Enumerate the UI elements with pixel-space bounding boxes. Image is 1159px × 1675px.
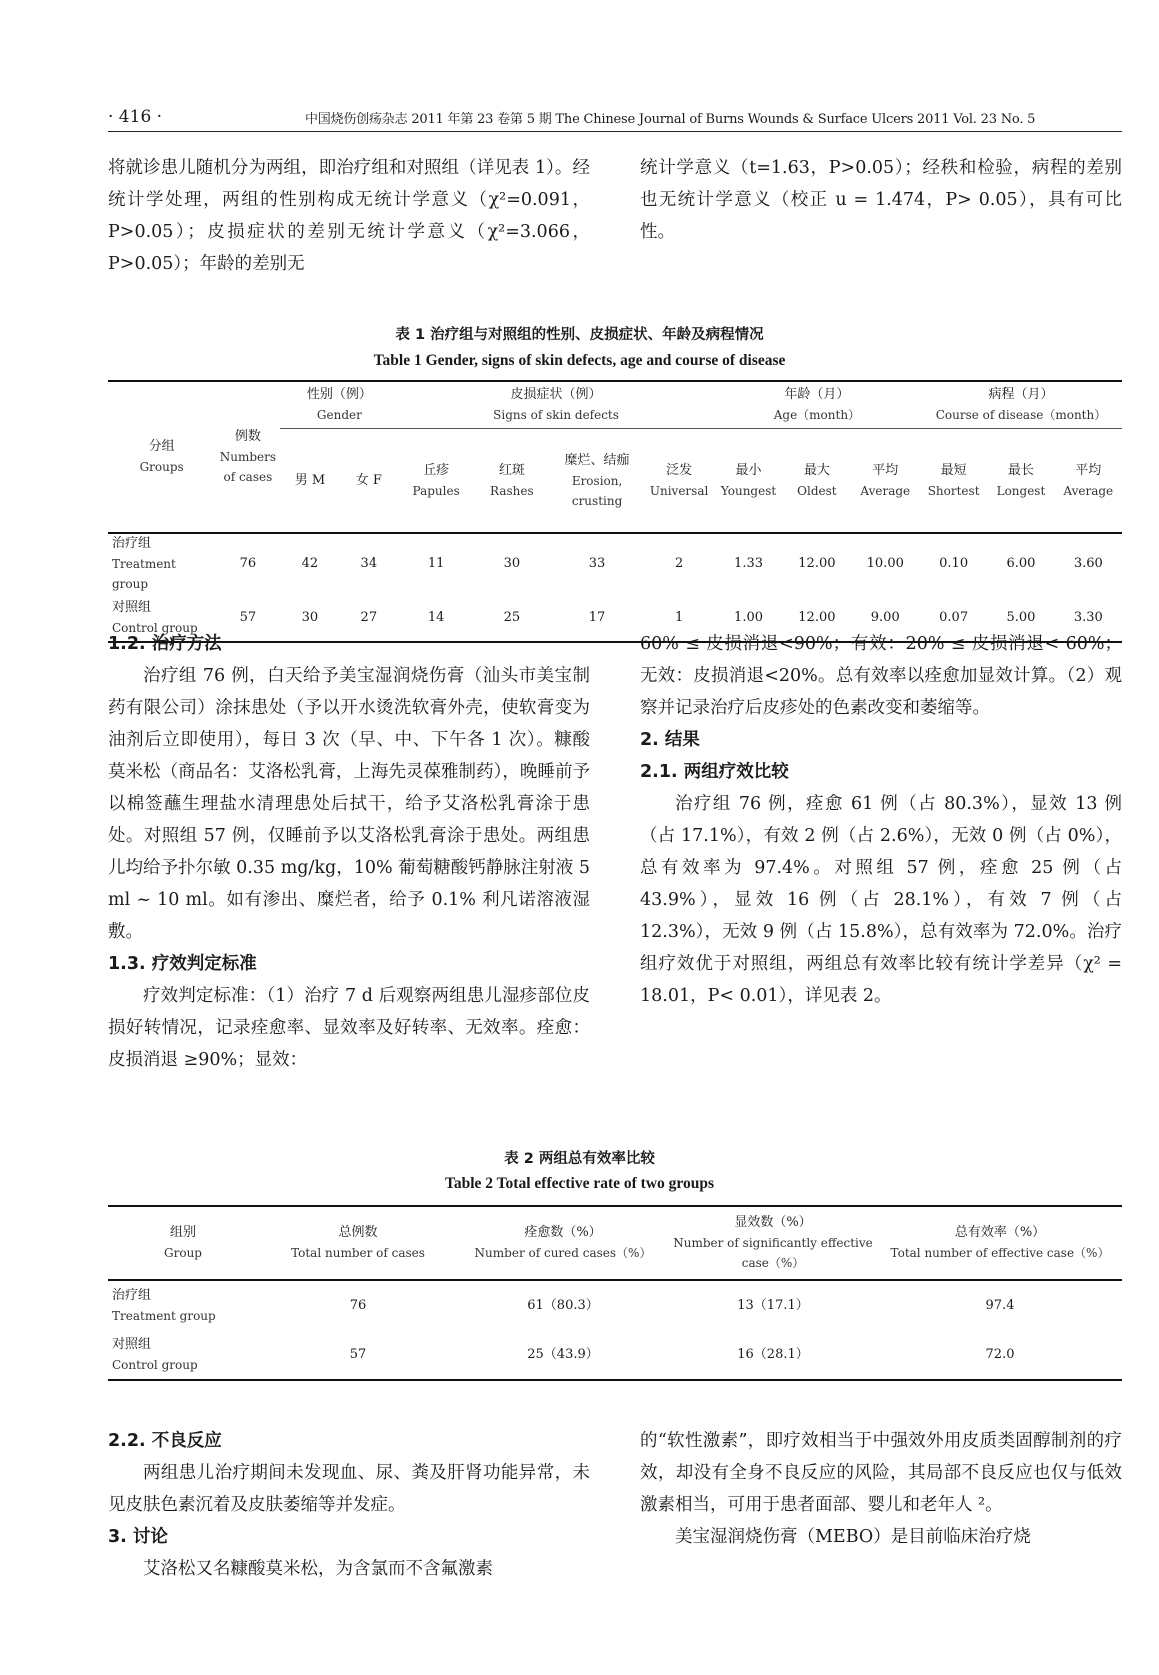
table1 — [108, 380, 1122, 643]
table1-header-age: 年龄（月） Age（month） — [714, 381, 920, 429]
table1-header-average-course: 平均 Average — [1063, 462, 1114, 498]
table1-header-gender: 性别（例） Gender — [280, 381, 398, 429]
header-rule — [108, 131, 1122, 132]
middle-left-column — [108, 628, 590, 1076]
table2-header-effective: 总有效率（%） Total number of effective case（%） — [890, 1225, 1110, 1260]
table2-header-cured: 痊愈数（%） Number of cured cases（%） — [474, 1225, 652, 1260]
table1-caption-en: Table 1 Gender, signs of skin defects, age and course of disease — [373, 352, 786, 369]
section-heading: 1.2. 治疗方法 — [108, 634, 222, 654]
table2-header-total: 总例数 Total number of cases — [291, 1225, 425, 1260]
table1-header-female: 女 F — [355, 472, 382, 488]
table2-header-group: 组别 Group — [164, 1225, 202, 1260]
table1-header-average-age: 平均 Average — [860, 462, 911, 498]
paragraph: 治疗组 76 例，白天给予美宝湿润烧伤膏（汕头市美宝制药有限公司）涂抹患处（予以开水烫洗软膏外壳，使软膏变为油剂后立即使用），每日 3 次（早、中、下午各 1 次）。糠酸莫米松（商品名：艾洛松乳膏，上海先灵葆雅制药），晚睡前予以棉签蘸生理盐水清理患处后拭干，给予艾洛松乳膏涂于患处。对照组 57 例，仅睡前予以艾洛松乳膏涂于患处。两组患儿均给予扑尔敏 0.35 mg/kg，10% 葡萄糖酸钙静脉注射液 5 ml ~ 10 ml。如有渗出、糜烂者，给予 0.1% 利凡诺溶液湿敷。 — [108, 666, 590, 942]
table-row: 治疗组 Treatment group 76 42 34 11 30 33 2 1.33 12.00 10.00 0.10 6.00 3.60 — [112, 536, 1103, 591]
paragraph: 将就诊患儿随机分为两组，即治疗组和对照组（详见表 1）。经统计学处理，两组的性别构成无统计学意义（χ²=0.091，P>0.05）；皮损症状的差别无统计学意义（χ²=3.066，P>0.05）；年龄的差别无 — [108, 158, 590, 274]
table-row: 对照组 Control group 57 30 27 14 25 17 1 1.00 12.00 9.00 0.07 5.00 3.30 — [108, 594, 1122, 642]
section-heading: 1.3. 疗效判定标准 — [108, 954, 257, 974]
table2-caption-en: Table 2 Total effective rate of two groups — [444, 1175, 715, 1192]
table1-header-group: 分组 Groups — [108, 381, 215, 533]
table1-header-oldest: 最大 Oldest — [797, 462, 837, 498]
table-row: 对照组 Control group 57 25（43.9） 16（28.1） 72.0 — [108, 1330, 1122, 1380]
top-right-column — [640, 152, 1122, 248]
table1-caption-cn: 表 1 治疗组与对照组的性别、皮损症状、年龄及病程情况 — [395, 327, 764, 343]
table1-header-longest: 最长 Longest — [996, 462, 1046, 498]
middle-right-column — [640, 628, 1122, 1012]
table2 — [108, 1205, 1122, 1381]
paragraph: 的“软性激素”，即疗效相当于中强效外用皮质类固醇制剂的疗效，却没有全身不良反应的风险，其局部不良反应也仅与低效激素相当，可用于患者面部、婴儿和老年人 ²。 — [640, 1431, 1122, 1515]
table1-header-universal: 泛发 Universal — [649, 462, 709, 498]
running-header: 中国烧伤创疡杂志 2011 年第 23 卷第 5 期 The Chinese Journal of Burns Wounds & Surface Ulcers 2011 Vol. 23 No. 5 — [305, 112, 1036, 127]
paragraph: 治疗组 76 例，痊愈 61 例（占 80.3%），显效 13 例（占 17.1%），有效 2 例（占 2.6%），无效 0 例（占 0%），总有效率为 97.4%。对照组 57 例，痊愈 25 例（占 43.9%），显效 16 例（占 28.1%），有效 7 例（占 12.3%），无效 9 例（占 15.8%），总有效率为 72.0%。治疗组疗效优于对照组，两组总有效率比较有统计学差异（χ² = 18.01，P< 0.01），详见表 2。 — [640, 794, 1122, 1006]
paragraph: 美宝湿润烧伤膏（MEBO）是目前临床治疗烧 — [675, 1527, 1031, 1547]
paragraph: 艾洛松又名糠酸莫米松，为含氯而不含氟激素 — [143, 1559, 493, 1579]
table1-header-signs: 皮损症状（例） Signs of skin defects — [398, 381, 714, 429]
bottom-right-column — [640, 1425, 1122, 1553]
table1-header-erosion: 糜烂、结痂 Erosion, crusting — [564, 452, 630, 508]
section-heading: 2.1. 两组疗效比较 — [640, 762, 789, 782]
page-number: · 416 · — [108, 107, 163, 127]
table1-header-papules: 丘疹 Papules — [412, 462, 460, 498]
table2-header-significant: 显效数（%） Number of significantly effective case（%） — [673, 1215, 873, 1270]
bottom-left-column — [108, 1425, 590, 1585]
table-row: 治疗组 Treatment group 76 61（80.3） 13（17.1） 97.4 — [112, 1287, 1015, 1323]
table1-header-male: 男 M — [294, 472, 326, 488]
table1-header-rashes: 红斑 Rashes — [490, 462, 534, 498]
paragraph: 60% ≤ 皮损消退<90%；有效：20% ≤ 皮损消退< 60%；无效：皮损消退<20%。总有效率以痊愈加显效计算。（2）观察并记录治疗后皮疹处的色素改变和萎缩等。 — [640, 634, 1122, 718]
section-heading: 2.2. 不良反应 — [108, 1431, 222, 1451]
table1-header-youngest: 最小 Youngest — [720, 462, 777, 498]
paragraph: 两组患儿治疗期间未发现血、尿、粪及肝肾功能异常，未见皮肤色素沉着及皮肤萎缩等并发症。 — [108, 1463, 590, 1515]
table1-header-shortest: 最短 Shortest — [927, 462, 980, 498]
paragraph: 统计学意义（t=1.63，P>0.05）；经秩和检验，病程的差别也无统计学意义（校正 u = 1.474，P> 0.05），具有可比性。 — [640, 158, 1122, 242]
paragraph: 疗效判定标准：（1）治疗 7 d 后观察两组患儿湿疹部位皮损好转情况，记录痊愈率、显效率及好转率、无效率。痊愈：皮损消退 ≥90%；显效： — [108, 986, 590, 1070]
section-heading: 2. 结果 — [640, 730, 700, 750]
table2-caption-cn: 表 2 两组总有效率比较 — [504, 1151, 655, 1167]
table1-header-course: 病程（月） Course of disease（month） — [920, 381, 1122, 429]
section-heading: 3. 讨论 — [108, 1527, 168, 1547]
top-left-column — [108, 152, 590, 280]
table1-header-cases: 例数 Numbers of cases — [215, 381, 280, 533]
